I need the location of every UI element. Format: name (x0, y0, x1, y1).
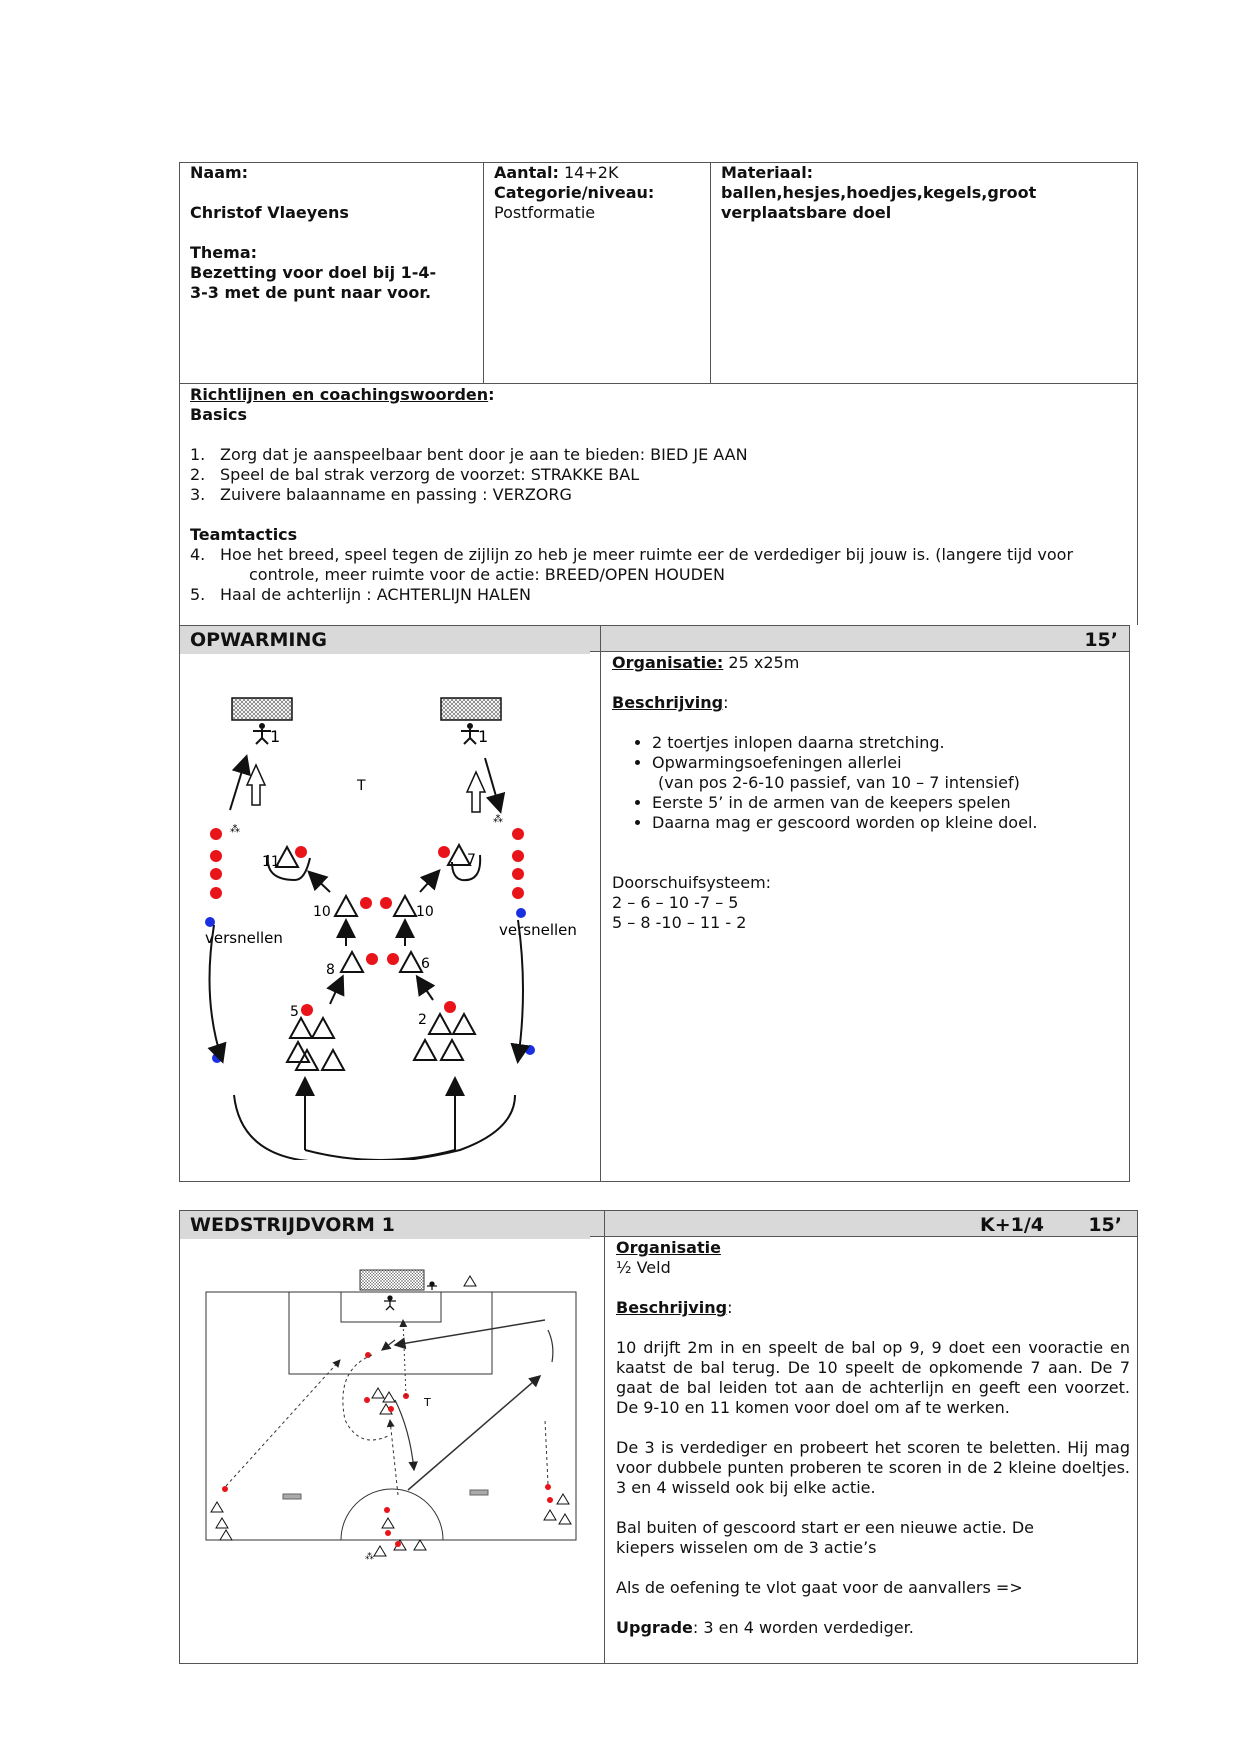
cone-column-right (512, 828, 524, 899)
keeper-icon (384, 1296, 396, 1310)
goal-left (232, 698, 292, 720)
t-label: T (357, 778, 366, 794)
doorschuif-title: Doorschuifsysteem: (612, 873, 772, 892)
label-8: 8 (326, 962, 335, 978)
keeper-left-label: 1 (270, 727, 281, 746)
opwarming-diagram (190, 680, 590, 1160)
player-10-right (380, 896, 416, 916)
opwarming-time: 15’ (1084, 629, 1118, 651)
team-item-4 (190, 545, 1130, 565)
materiaal-value: ballen,hesjes,hoedjes,kegels,groot verplaatsbare doel (721, 183, 1037, 222)
opwarming-header-divider (600, 625, 601, 652)
info-divider-1 (483, 162, 484, 384)
item-text: Zuivere balaanname en passing : VERZORG (220, 485, 572, 504)
item-text: Hoe het breed, speel tegen de zijlijn zo heb je meer ruimte eer de verdediger bij jouw is. (langere tijd voor (220, 545, 1074, 564)
bullet-text: Opwarmingsoefeningen allerlei (652, 753, 902, 772)
paragraph: 10 drijft 2m in en speelt de bal op 9, 9 doet een vooractie en kaatst de bal terug. De 10 speelt de opkomende 7 aan. De 7 gaat de bal leiden tot aan de achterlijn en geeft een voorzet. De 9-10 en 11 komen voor doel om af te werken. (616, 1338, 1130, 1417)
field-boundary (206, 1292, 576, 1540)
bullet-item: • 2 toertjes inlopen daarna stretching. (652, 733, 1122, 753)
beschrijving-label: Beschrijving (616, 1298, 728, 1317)
categorie-value: Postformatie (494, 203, 596, 222)
cone-icon (464, 1276, 476, 1286)
goal-right (441, 698, 501, 720)
naam-cell (190, 163, 475, 303)
keeper-right-label: 1 (478, 727, 489, 746)
item-number: 3. (190, 485, 206, 504)
basics-item-1 (190, 445, 1130, 465)
arrow-right-to-goal (485, 758, 500, 810)
label-10-right: 10 (416, 904, 434, 920)
item-text: Haal de achterlijn : ACHTERLIJN HALEN (220, 585, 531, 604)
beschrijving-colon: : (727, 1298, 733, 1317)
opwarming-bullets (612, 733, 1122, 833)
paragraph: De 3 is verdediger en probeert het scoren te beletten. Hij mag voor dubbele punten proberen te scoren in de 2 kleine doeltjes. 3 en 4 wisseld ook bij elke actie. (616, 1438, 1130, 1497)
wedstrijd-text (616, 1238, 1130, 1638)
wedstrijd-kplus: K+1/4 (980, 1214, 1045, 1236)
player-group-2 (414, 1001, 475, 1060)
team-item-5 (190, 585, 1130, 605)
richtlijnen-title: Richtlijnen en coachingswoorden (190, 385, 489, 404)
beschrijving-label: Beschrijving (612, 693, 724, 712)
basics-item-2 (190, 465, 1130, 485)
basics-label: Basics (190, 405, 248, 424)
bullet-item: • Daarna mag er gescoord worden op kleine doel. (652, 813, 1122, 833)
item-text: Speel de bal strak verzorg de voorzet: STRAKKE BAL (220, 465, 640, 484)
label-5: 5 (290, 1004, 299, 1020)
versnellen-left: versnellen (205, 929, 283, 947)
naam-label: Naam: (190, 163, 249, 182)
item-number: 5. (190, 585, 206, 604)
aantal-label: Aantal: (494, 163, 559, 182)
players (211, 1388, 571, 1556)
center-arc (341, 1489, 443, 1540)
hollow-arrow-right (467, 772, 485, 812)
mini-goal-right (470, 1490, 488, 1495)
team-item-4-cont: controle, meer ruimte voor de actie: BREED/OPEN HOUDEN (249, 565, 725, 584)
label-6: 6 (421, 956, 430, 972)
wedstrijd-title: WEDSTRIJDVORM 1 (180, 1211, 590, 1239)
keeper-icon (427, 1282, 437, 1290)
item-number: 1. (190, 445, 206, 464)
player-6 (387, 952, 422, 972)
item-number: 4. (190, 545, 206, 564)
cone-column-left (210, 828, 222, 899)
item-number: 2. (190, 465, 206, 484)
t-label: T (424, 1396, 431, 1409)
richtlijnen-colon: : (488, 385, 495, 404)
info-divider-2 (710, 162, 711, 384)
versnellen-right: versnellen (499, 921, 577, 939)
item-text: Zorg dat je aanspeelbaar bent door je aan te bieden: BIED JE AAN (220, 445, 748, 464)
bullet-cont: (van pos 2-6-10 passief, van 10 – 7 intensief) (658, 773, 1020, 792)
opwarming-title: OPWARMING (180, 626, 590, 654)
organisatie-label: Organisatie (616, 1238, 721, 1257)
ball-icon: ⁂ (365, 1552, 374, 1562)
label-11: 11 (262, 854, 280, 870)
doorschuif-line: 2 – 6 – 10 -7 – 5 (612, 893, 739, 912)
categorie-label: Categorie/niveau: (494, 183, 655, 202)
opwarming-text (612, 653, 1122, 933)
upgrade-text: : 3 en 4 worden verdediger. (692, 1618, 914, 1637)
player-8 (341, 952, 378, 972)
richtlijnen-section (190, 385, 1130, 605)
bullet-item: • Eerste 5’ in de armen van de keepers spelen (652, 793, 1122, 813)
upgrade-label: Upgrade (616, 1618, 693, 1637)
basics-item-3 (190, 485, 1130, 505)
doorschuif-line: 5 – 8 -10 – 11 - 2 (612, 913, 747, 932)
materiaal-label: Materiaal: (721, 163, 814, 182)
player-11 (276, 846, 307, 867)
organisatie-label: Organisatie: (612, 653, 724, 672)
teamtactics-label: Teamtactics (190, 525, 298, 544)
beschrijving-colon: : (723, 693, 729, 712)
keeper-right-icon (461, 723, 479, 744)
player-10-left (335, 896, 372, 916)
paragraph: Als de oefening te vlot gaat voor de aanvallers => (616, 1578, 1023, 1597)
mini-goal-left (283, 1494, 301, 1499)
paragraph: Bal buiten of gescoord start er een nieuwe actie. De kiepers wisselen om de 3 actie’s (616, 1518, 1035, 1557)
player-7 (438, 845, 470, 865)
wedstrijd-header-divider (604, 1210, 605, 1237)
label-10-left: 10 (313, 904, 331, 920)
goal-net (360, 1270, 424, 1290)
wedstrijd-body-divider (604, 1237, 605, 1664)
label-2: 2 (418, 1012, 427, 1028)
ball-icon: ⁂ (230, 824, 240, 835)
opwarming-body-divider (600, 652, 601, 1182)
arrow-left-to-goal (230, 758, 246, 810)
hollow-arrow-left (247, 765, 265, 805)
organisatie-value: 25 x25m (723, 653, 800, 672)
aantal-cell (494, 163, 704, 223)
ball-icon: ⁂ (493, 814, 503, 825)
ball-markers (222, 1352, 553, 1547)
thema-label: Thema: (190, 243, 258, 262)
thema-value: Bezetting voor doel bij 1-4-3-3 met de punt naar voor. (190, 263, 437, 302)
aantal-value: 14+2K (564, 163, 619, 182)
naam-value: Christof Vlaeyens (190, 203, 349, 222)
keeper-left-icon (253, 723, 271, 744)
materiaal-cell (721, 163, 1131, 223)
label-7: 7 (467, 852, 476, 868)
wedstrijd-diagram (200, 1260, 590, 1570)
organisatie-value: ½ Veld (616, 1258, 671, 1277)
bullet-item (652, 753, 1122, 793)
wedstrijd-time: 15’ (1088, 1214, 1122, 1236)
